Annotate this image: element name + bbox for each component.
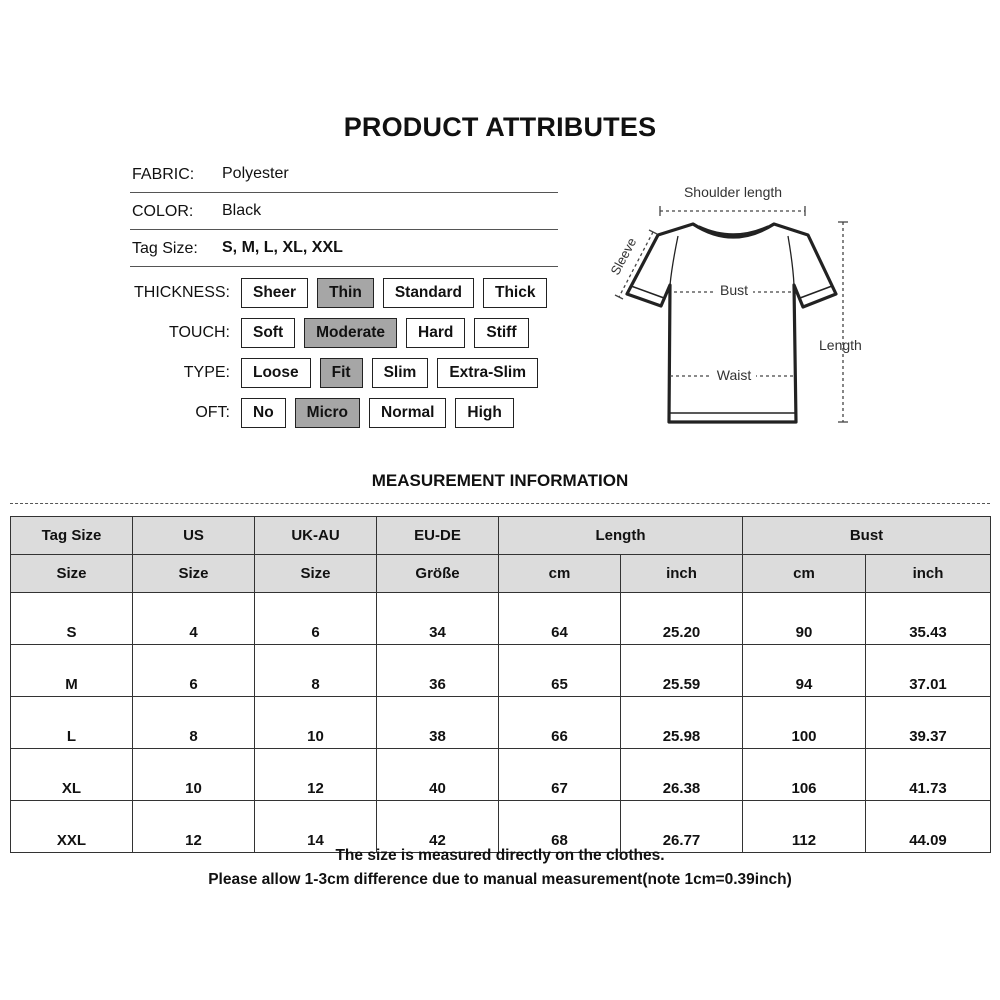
column-subheader: Size xyxy=(133,555,255,593)
table-cell: 8 xyxy=(133,697,255,749)
table-cell: 106 xyxy=(743,749,866,801)
column-subheader: Größe xyxy=(377,555,499,593)
column-subheader: cm xyxy=(743,555,866,593)
attr-label: Tag Size: xyxy=(132,240,198,257)
table-cell: 26.77 xyxy=(621,801,743,853)
column-header: Tag Size xyxy=(11,517,133,555)
page-title: PRODUCT ATTRIBUTES xyxy=(343,112,657,142)
measurement-title: MEASUREMENT INFORMATION xyxy=(371,471,629,490)
table-row xyxy=(11,801,991,853)
option-chip: Sheer xyxy=(241,278,308,308)
option-group-label: TYPE: xyxy=(183,364,230,381)
shoulder-label: Shoulder length xyxy=(683,184,783,200)
attr-value: S, M, L, XL, XXL xyxy=(222,239,343,256)
attr-label: COLOR: xyxy=(132,203,194,220)
column-subheader: cm xyxy=(499,555,621,593)
option-list xyxy=(241,278,547,308)
column-subheader: Size xyxy=(255,555,377,593)
table-cell: 90 xyxy=(743,593,866,645)
table-row xyxy=(11,645,991,697)
option-chip: High xyxy=(455,398,513,428)
table-cell: 25.59 xyxy=(621,645,743,697)
option-chip: Moderate xyxy=(304,318,397,348)
table-subheader-row xyxy=(11,555,991,593)
table-cell: 42 xyxy=(377,801,499,853)
table-row xyxy=(11,749,991,801)
table-cell: 39.37 xyxy=(866,697,991,749)
option-list xyxy=(241,358,538,388)
note-line: The size is measured directly on the clothes. xyxy=(335,847,665,864)
option-group-label: TOUCH: xyxy=(168,324,230,341)
option-chip: No xyxy=(241,398,286,428)
table-cell: S xyxy=(11,593,133,645)
option-chip: Thick xyxy=(483,278,547,308)
tshirt-measurement-diagram xyxy=(600,180,880,430)
column-header: EU-DE xyxy=(377,517,499,555)
table-cell: 65 xyxy=(499,645,621,697)
table-cell: 112 xyxy=(743,801,866,853)
table-cell: 100 xyxy=(743,697,866,749)
table-cell: 94 xyxy=(743,645,866,697)
option-chip: Standard xyxy=(383,278,474,308)
table-cell: XXL xyxy=(11,801,133,853)
table-cell: 34 xyxy=(377,593,499,645)
divider xyxy=(10,503,990,504)
length-label: Length xyxy=(819,337,862,353)
attr-label: FABRIC: xyxy=(132,166,195,183)
option-chip: Stiff xyxy=(474,318,528,348)
option-chip: Soft xyxy=(241,318,295,348)
table-row xyxy=(11,697,991,749)
option-chip: Fit xyxy=(320,358,363,388)
option-chip: Thin xyxy=(317,278,374,308)
option-chip: Slim xyxy=(372,358,429,388)
table-cell: L xyxy=(11,697,133,749)
option-chip: Micro xyxy=(295,398,360,428)
table-row xyxy=(11,593,991,645)
option-group-label: THICKNESS: xyxy=(133,284,230,301)
attr-row-fabric xyxy=(130,156,558,193)
column-header: UK-AU xyxy=(255,517,377,555)
table-cell: 44.09 xyxy=(866,801,991,853)
table-header-row xyxy=(11,517,991,555)
table-cell: 68 xyxy=(499,801,621,853)
table-cell: 10 xyxy=(255,697,377,749)
table-cell: 36 xyxy=(377,645,499,697)
table-cell: 8 xyxy=(255,645,377,697)
table-cell: 6 xyxy=(133,645,255,697)
table-cell: 40 xyxy=(377,749,499,801)
table-cell: 25.20 xyxy=(621,593,743,645)
option-chip: Extra-Slim xyxy=(437,358,538,388)
sleeve-label: Sleeve xyxy=(607,235,640,278)
option-list xyxy=(241,398,514,428)
table-cell: 12 xyxy=(133,801,255,853)
table-cell: 14 xyxy=(255,801,377,853)
attr-value: Black xyxy=(222,202,262,219)
table-cell: 66 xyxy=(499,697,621,749)
table-cell: 4 xyxy=(133,593,255,645)
option-group-label: OFT: xyxy=(195,404,230,421)
note-line: Please allow 1-3cm difference due to manual measurement(note 1cm=0.39inch) xyxy=(208,871,792,888)
attr-row-color xyxy=(130,193,558,230)
column-subheader: inch xyxy=(621,555,743,593)
table-cell: XL xyxy=(11,749,133,801)
column-header: Bust xyxy=(743,517,991,555)
table-cell: 41.73 xyxy=(866,749,991,801)
waist-label: Waist xyxy=(716,367,752,383)
attr-value: Polyester xyxy=(222,165,289,182)
table-cell: 35.43 xyxy=(866,593,991,645)
option-list xyxy=(241,318,529,348)
column-header: Length xyxy=(499,517,743,555)
table-cell: 67 xyxy=(499,749,621,801)
table-cell: 10 xyxy=(133,749,255,801)
column-subheader: inch xyxy=(866,555,991,593)
measurement-table xyxy=(10,516,991,853)
table-cell: 25.98 xyxy=(621,697,743,749)
bust-label: Bust xyxy=(719,282,749,298)
table-cell: 64 xyxy=(499,593,621,645)
table-cell: 12 xyxy=(255,749,377,801)
table-cell: 6 xyxy=(255,593,377,645)
column-header: US xyxy=(133,517,255,555)
attr-row-tag-size xyxy=(130,230,558,267)
option-chip: Normal xyxy=(369,398,446,428)
table-cell: 26.38 xyxy=(621,749,743,801)
table-cell: M xyxy=(11,645,133,697)
table-cell: 37.01 xyxy=(866,645,991,697)
option-chip: Hard xyxy=(406,318,465,348)
table-cell: 38 xyxy=(377,697,499,749)
option-chip: Loose xyxy=(241,358,311,388)
column-subheader: Size xyxy=(11,555,133,593)
